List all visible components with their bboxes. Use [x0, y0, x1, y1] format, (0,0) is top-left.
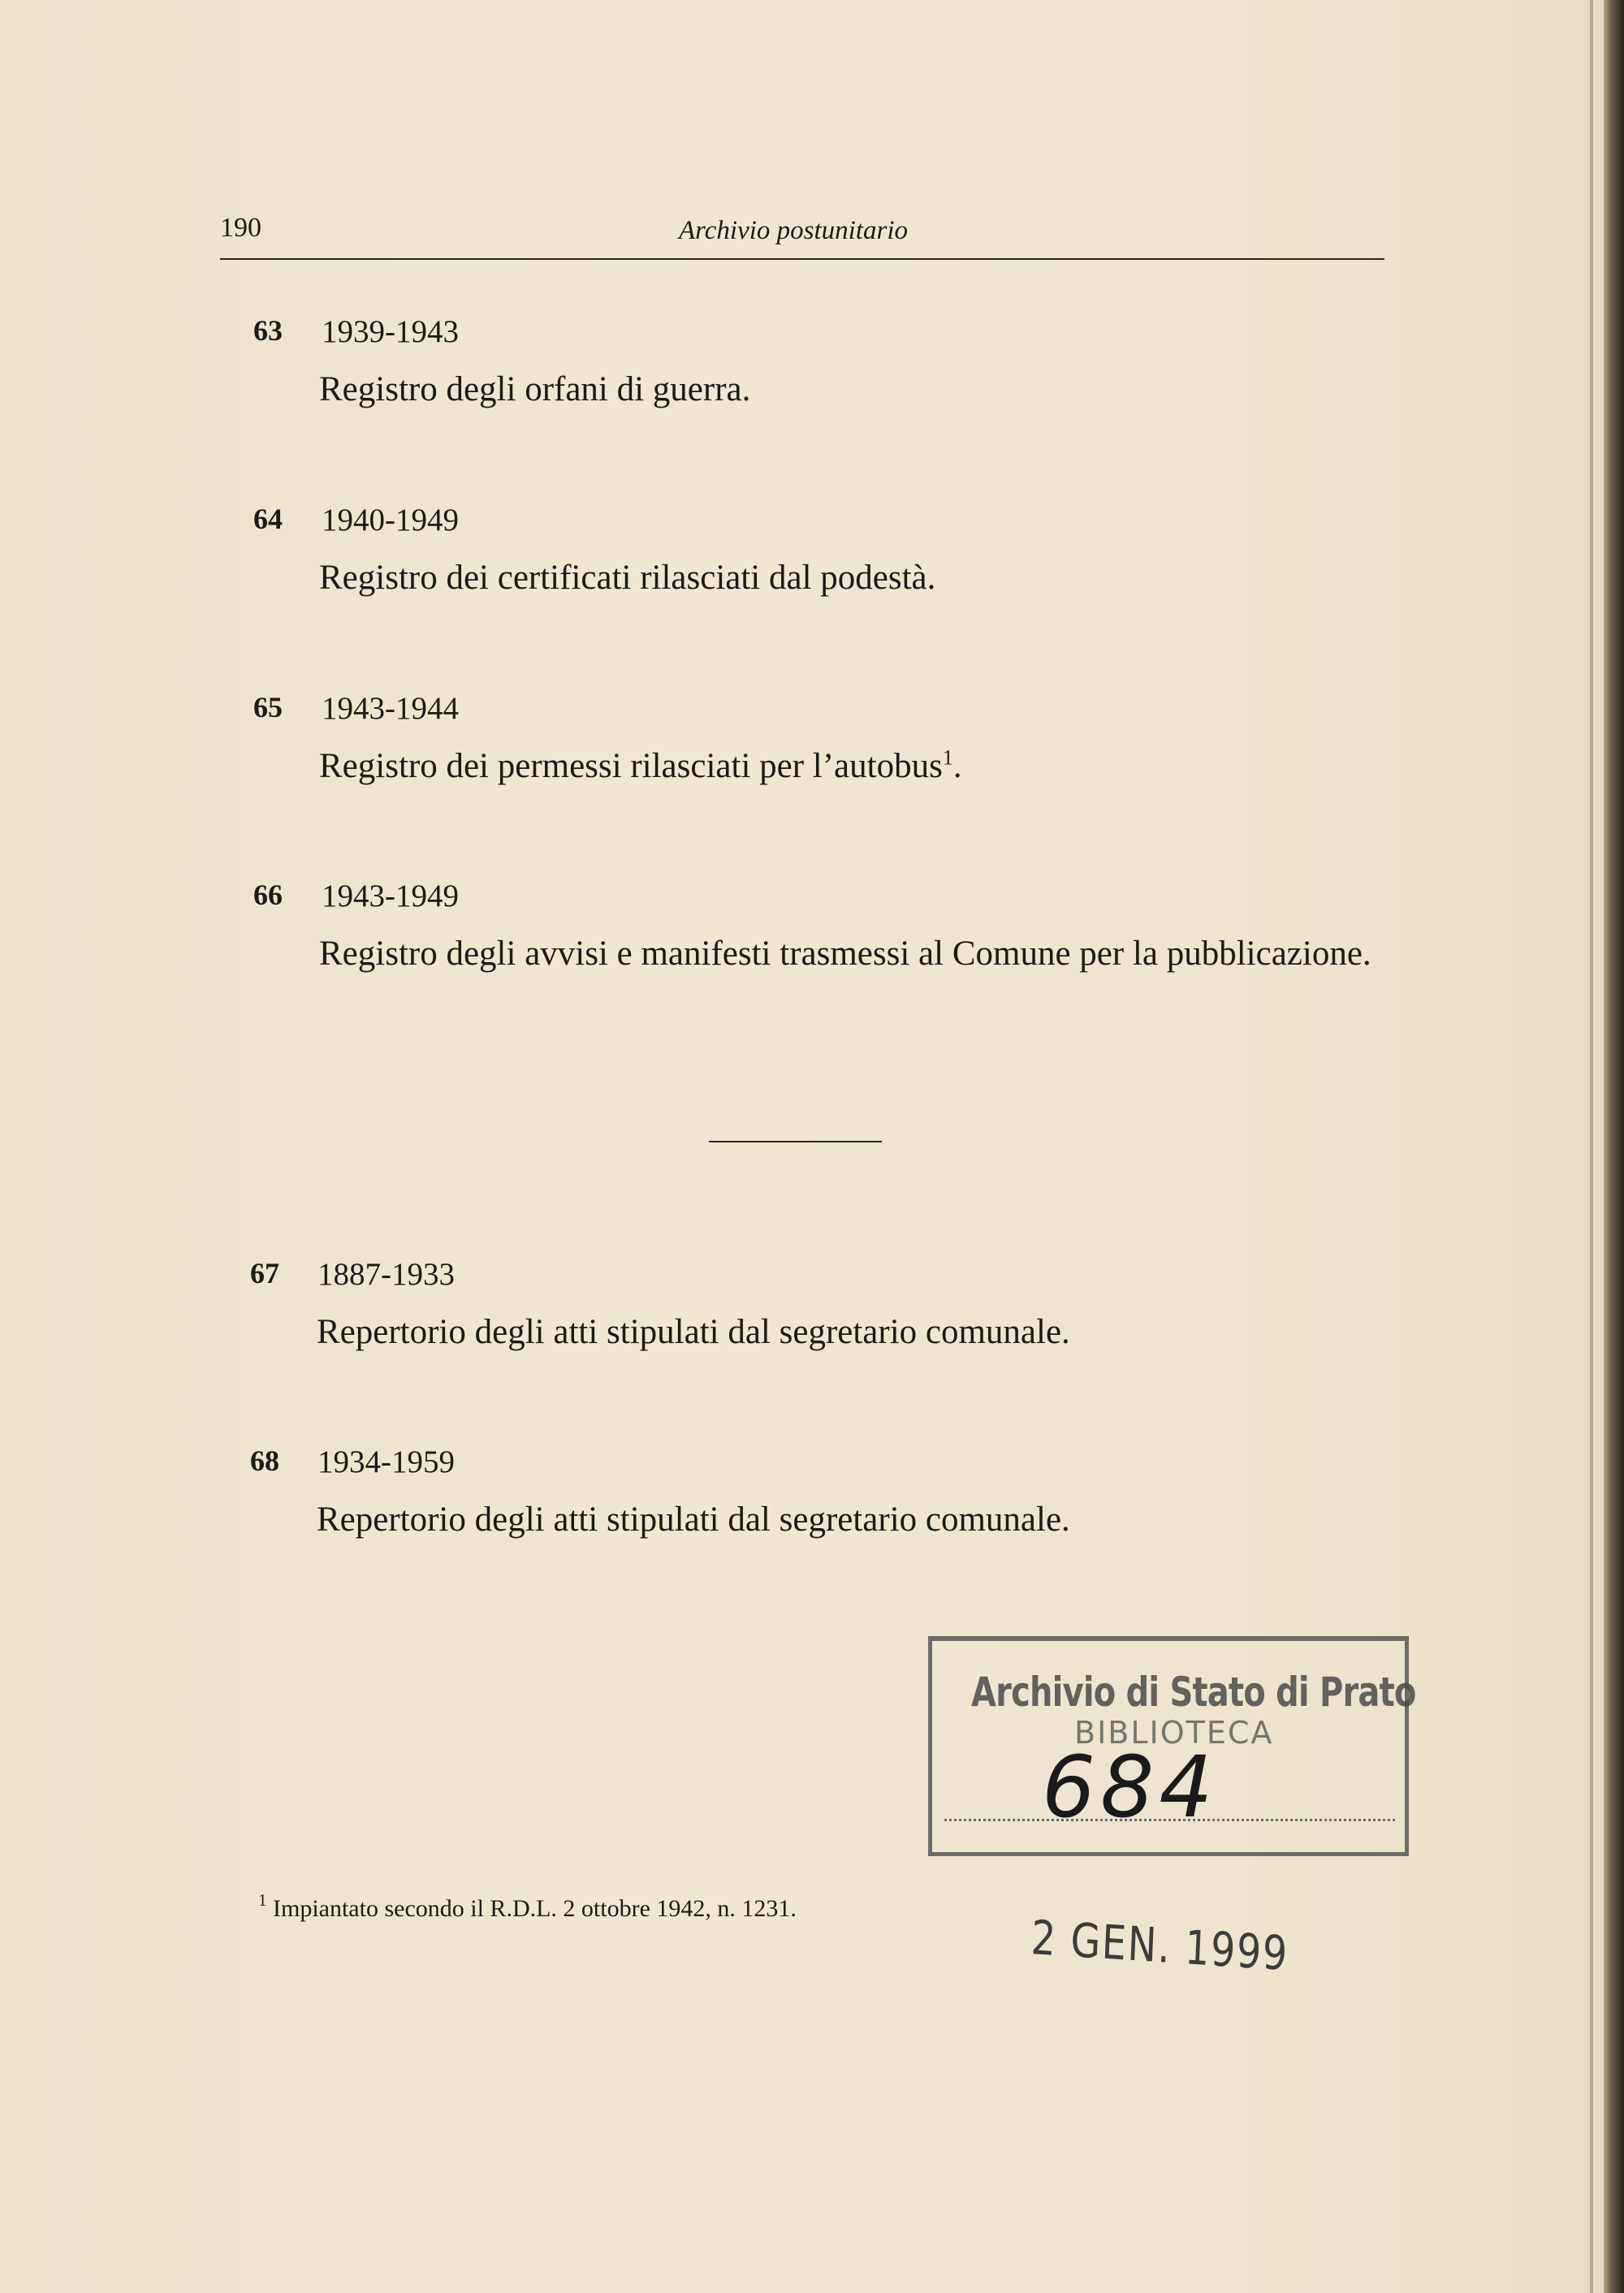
footnote-text: Impiantato secondo il R.D.L. 2 ottobre 1942, n. 1231. — [273, 1895, 797, 1922]
entry-number: 64 — [253, 503, 283, 535]
stamp-inventory-number: 684 — [1042, 1738, 1218, 1837]
section-divider — [709, 1141, 882, 1142]
entry-description: Repertorio degli atti stipulati dal segretario comunale. — [317, 1313, 1070, 1351]
entry-dates: 1939-1943 — [322, 314, 459, 349]
entry-description: Registro degli orfani di guerra. — [319, 370, 751, 408]
page-edge-shadow — [1590, 0, 1593, 2293]
entry-description: Repertorio degli atti stipulati dal segretario comunale. — [317, 1501, 1070, 1539]
entry-description-text: Registro dei permessi rilasciati per l’autobus — [319, 747, 943, 785]
binding-edge — [1604, 0, 1624, 2293]
entry-dates: 1943-1944 — [322, 691, 459, 726]
entry-number: 68 — [250, 1444, 279, 1477]
stamp-department: BIBLIOTECA — [1074, 1715, 1274, 1751]
footnote-reference: 1 — [942, 745, 953, 770]
entry-dates: 1934-1959 — [317, 1444, 455, 1479]
entry-dates: 1887-1933 — [317, 1257, 455, 1292]
running-title: Archivio postunitario — [679, 216, 909, 245]
stamp-dotted-line — [944, 1819, 1395, 1821]
entry-number: 63 — [253, 314, 283, 347]
entry-dates: 1943-1949 — [322, 879, 459, 913]
entry-description: Registro degli avvisi e manifesti trasmessi al Comune per la pubblicazione. — [319, 935, 1371, 973]
date-stamp: 2 GEN. 1999 — [1030, 1910, 1290, 1982]
library-stamp — [912, 1636, 1416, 1859]
header-rule — [220, 258, 1384, 260]
entry-number: 67 — [250, 1257, 279, 1289]
page-number: 190 — [220, 213, 261, 243]
entry-number: 66 — [253, 879, 283, 911]
entry-description — [319, 745, 1381, 788]
footnote — [258, 1892, 797, 1923]
entry-dates: 1940-1949 — [322, 503, 459, 538]
footnote-marker: 1 — [258, 1890, 267, 1910]
entry-description-period: . — [952, 747, 962, 785]
entry-number: 65 — [253, 691, 283, 723]
entry-description: Registro dei certificati rilasciati dal podestà. — [319, 559, 936, 597]
stamp-institution: Archivio di Stato di Prato — [971, 1669, 1416, 1716]
